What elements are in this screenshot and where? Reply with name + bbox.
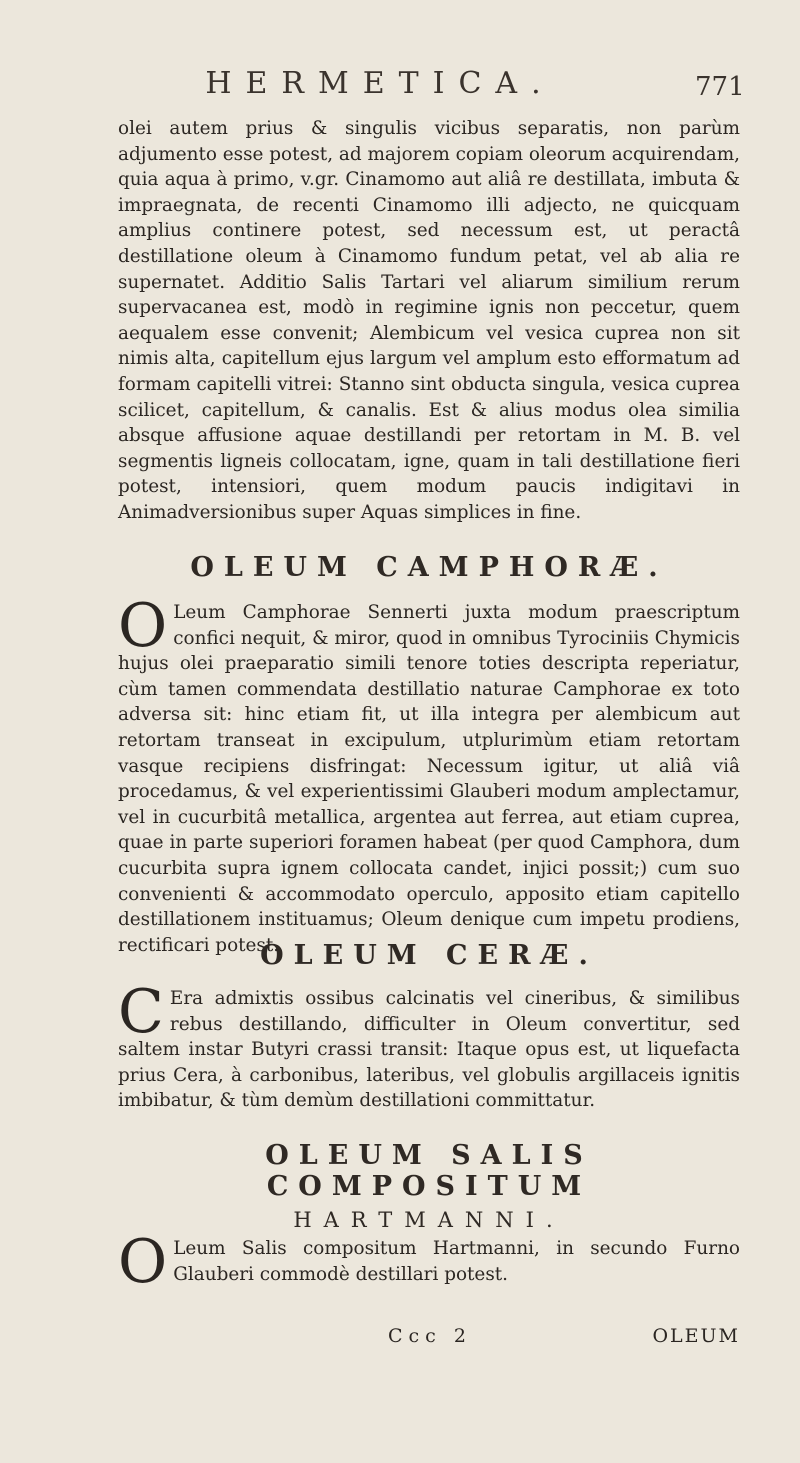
page-header xyxy=(0,66,800,106)
heading-oleum-salis-block xyxy=(118,1140,740,1232)
heading-oleum-salis: OLEUM SALIS COMPOSITUM xyxy=(265,1140,593,1202)
paragraph-salis xyxy=(118,1227,740,1297)
drop-cap-o: O xyxy=(118,1227,168,1297)
drop-cap-o: O xyxy=(118,591,168,661)
heading-oleum-cerae: OLEUM CERÆ. xyxy=(260,940,598,971)
page-footer xyxy=(118,1325,740,1355)
paragraph-camphora xyxy=(118,591,740,958)
paragraph-text: Era admixtis ossibus calcinatis vel cineribus, & similibus rebus destillando, difficulter in Oleum convertitur, sed saltem instar Butyri crassi transit: Itaque opus est, ut liquefacta prius Cera, à carbonibus, lateribus, vel globulis argillaceis ignitis imbibatur, & tùm demùm destillationi committatur. xyxy=(118,988,740,1112)
drop-cap-c: C xyxy=(118,977,164,1047)
heading-oleum-camphorae-block xyxy=(118,552,740,583)
page-number: 771 xyxy=(695,72,745,102)
catchword: OLEUM xyxy=(652,1325,740,1347)
paragraph-text: olei autem prius & singulis vicibus separatis, non parùm adjumento esse potest, ad majorem copiam oleorum acquirendam, quia aqua à primo, v.gr. Cinamomo aut aliâ re destillata, imbuta & impraegnata, de recenti Cinamomo illi adjecto, ne quicquam amplius continere potest, sed necessum est, ut peractâ destillatione oleum à Cinamomo fundum petat, vel ab alia re supernatet. Additio Salis Tartari vel aliarum similium rerum supervacanea est, modò in regimine ignis non peccetur, quem aequalem esse convenit; Alembicum vel vesica cuprea non sit nimis alta, capitellum ejus largum vel amplum esto efformatum ad formam capitelli vitrei: Stanno sint obducta singula, vesica cuprea scilicet, capitellum, & canalis. Est & alius modus olea similia absque affusione aquae destillandi per retortam in M. B. vel segmentis ligneis collocatam, igne, quam in tali destillatione fieri potest, intensiori, quem modum paucis indigitavi in Animadversionibus super Aquas simplices in fine. xyxy=(118,118,741,523)
paragraph-text: Leum Salis compositum Hartmanni, in secundo Furno Glauberi commodè destillari potest. xyxy=(173,1238,740,1285)
heading-oleum-camphorae: OLEUM CAMPHORÆ. xyxy=(190,552,668,583)
heading-oleum-cerae-block xyxy=(118,940,740,971)
signature-mark: Ccc 2 xyxy=(388,1325,472,1347)
running-head: HERMETICA. xyxy=(205,66,555,101)
paragraph-text: Leum Camphorae Sennerti juxta modum praescriptum confici nequit, & miror, quod in omnibus Tyrociniis Chymicis hujus olei praeparatio simili tenore toties descripta reperiatur, cùm tamen commendata destillatio naturae Camphorae ex toto adversa sit: hinc etiam fit, ut illa integra per alembicum aut retortam transeat in excipulum, utplurimùm etiam retortam vasque recipiens disfringat: Necessum igitur, ut aliâ viâ procedamus, & vel experientissimi Glauberi modum amplectamur, vel in cucurbitâ metallica, argentea aut ferrea, aut etiam cuprea, quae in parte superiori foramen habeat (per quod Camphora, dum cucurbita supra ignem collocata candet, injici possit;) cum suo convenienti & accommodato operculo, apposito etiam capitello destillationem instituamus; Oleum denique cum impetu prodiens, rectificari potest. xyxy=(118,602,740,956)
heading-hartmanni: HARTMANNI. xyxy=(293,1208,565,1232)
paragraph-distillation xyxy=(118,116,740,526)
paragraph-cera xyxy=(118,977,740,1114)
